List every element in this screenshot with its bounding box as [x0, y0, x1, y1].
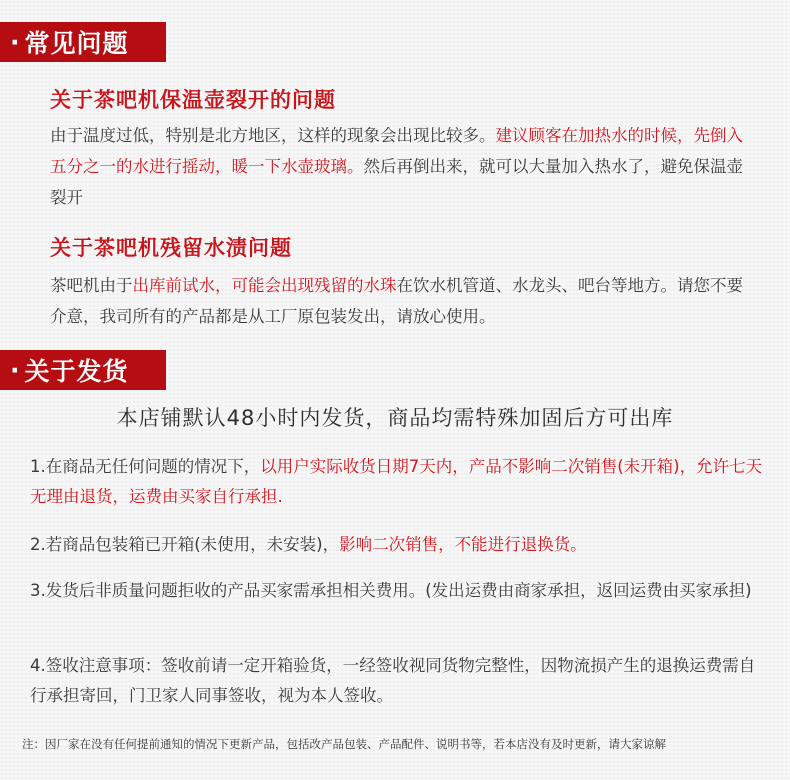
shipping-banner-label: 关于发货: [24, 357, 129, 386]
banner-dot: ·: [10, 27, 21, 57]
faq-q1-body: [50, 120, 755, 213]
shipping-item-1-highlight: 以用户实际收货日期7天内，产品不影响二次销售(未开箱)，允许七天无理由退货，运费由买家自行承担.: [30, 457, 763, 506]
faq-q2-title: 关于茶吧机残留水渍问题: [50, 236, 292, 260]
faq-q2-text1: 茶吧机由于: [50, 276, 133, 295]
banner-dot: ·: [10, 355, 21, 385]
shipping-item-2-text: 2.若商品包装箱已开箱(未使用，未安装)，: [30, 535, 340, 554]
faq-q2-highlight: 出库前试水，可能会出现残留的水珠: [132, 276, 397, 295]
faq-banner-label: 常见问题: [24, 29, 129, 58]
shipping-item-2: [30, 530, 765, 560]
faq-q1-text2: 然后再倒出来，就可以大量加入热水了，避免保温壶裂开: [50, 157, 743, 207]
faq-q1-highlight: 建议顾客在加热水的时候，先倒入五分之一的水进行摇动，暖一下水壶玻璃。: [50, 126, 743, 176]
faq-q1-text1: 由于温度过低，特别是北方地区，这样的现象会出现比较多。: [50, 126, 496, 145]
shipping-banner: [0, 350, 166, 390]
faq-q2-body: [50, 270, 755, 332]
footer-note: 注：因厂家在没有任何提前通知的情况下更新产品，包括改产品包装、产品配件、说明书等，若本店没有及时更新，请大家谅解: [22, 737, 666, 751]
shipping-item-4: 4.签收注意事项：签收前请一定开箱验货，一经签收视同货物完整性，因物流损产生的退换运费需自行承担寄回，门卫家人同事签收，视为本人签收。: [30, 656, 756, 705]
shipping-item-2-highlight: 影响二次销售，不能进行退换货。: [339, 535, 587, 554]
shipping-item-1: [30, 452, 765, 512]
faq-q1-title: 关于茶吧机保温壶裂开的问题: [50, 88, 336, 112]
shipping-item-3: 3.发货后非质量问题拒收的产品买家需承担相关费用。(发出运费由商家承担，返回运费由买家承担): [30, 581, 752, 600]
shipping-headline: 本店铺默认48小时内发货，商品均需特殊加固后方可出库: [116, 406, 674, 430]
faq-banner: [0, 22, 166, 62]
shipping-item-1-text: 1.在商品无任何问题的情况下，: [30, 457, 261, 476]
faq-q2-text2: 在饮水机管道、水龙头、吧台等地方。请您不要介意，我司所有的产品都是从工厂原包装发出，请放心使用。: [50, 276, 743, 326]
